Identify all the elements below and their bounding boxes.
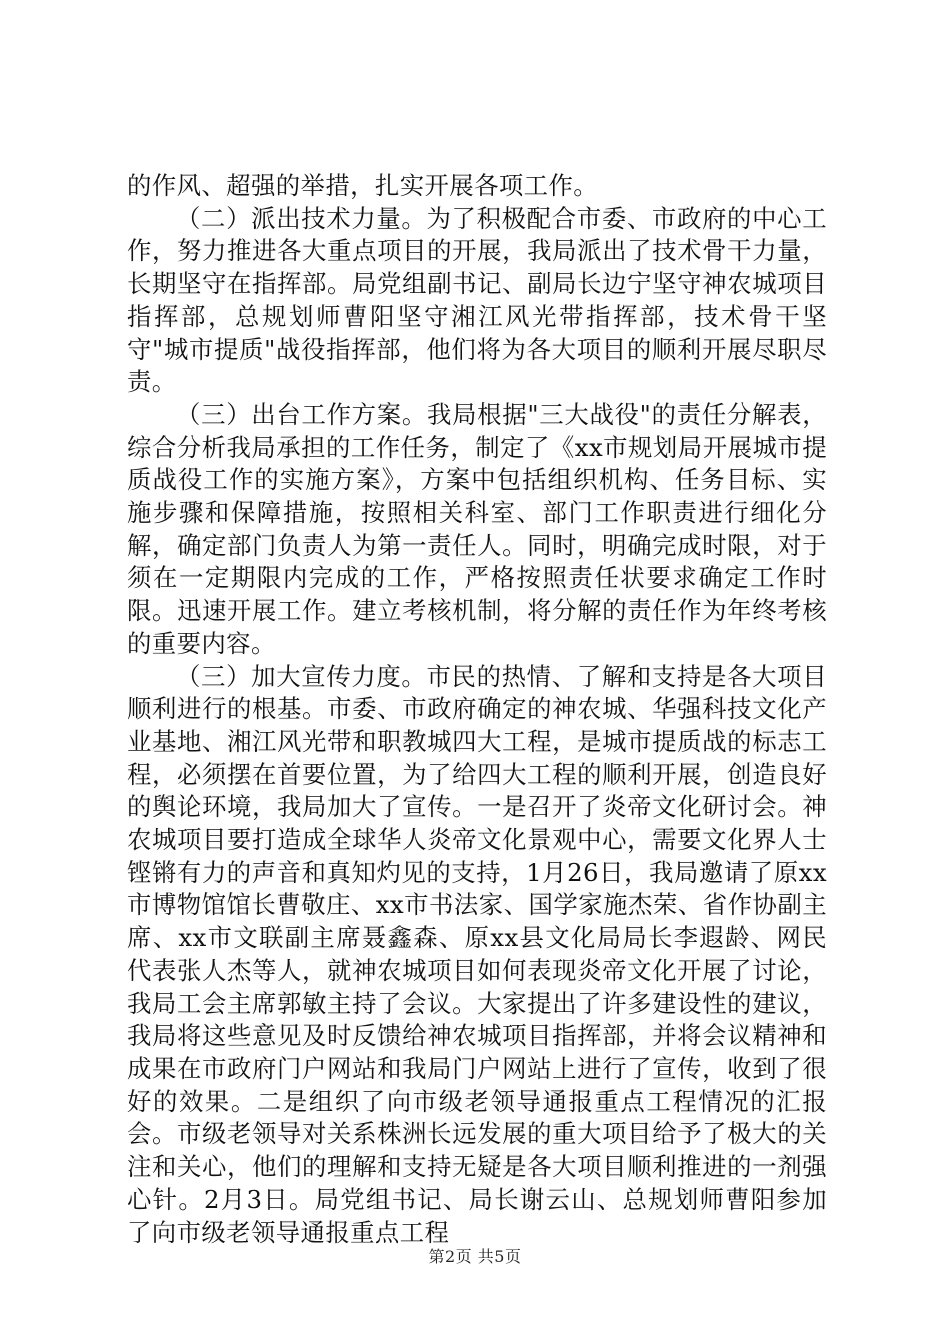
paragraph-technical-staff: （二）派出技术力量。为了积极配合市委、市政府的中心工作，努力推进各大重点项目的开展，我局派出了技术骨干力量，长期坚守在指挥部。局党组副书记、副局长边宁坚守神农城项目指挥部，总规划师曹阳坚守湘江风光带指挥部，技术骨干坚守"城市提质"战役指挥部，他们将为各大项目的顺利开展尽职尽责。 <box>127 203 827 397</box>
paragraph-continuation: 的作风、超强的举措，扎实开展各项工作。 <box>127 171 599 200</box>
document-body <box>127 170 827 1249</box>
page-footer: 第2页 共5页 <box>428 1247 522 1266</box>
paragraph-work-plan: （三）出台工作方案。我局根据"三大战役"的责任分解表，综合分析我局承担的工作任务，制定了《xx市规划局开展城市提质战役工作的实施方案》，方案中包括组织机构、任务目标、实施步骤和保障措施，按照相关科室、部门工作职责进行细化分解，确定部门负责人为第一责任人。同时，明确完成时限，对于须在一定期限内完成的工作，严格按照责任状要求确定工作时限。迅速开展工作。建立考核机制，将分解的责任作为年终考核的重要内容。 <box>127 399 827 658</box>
paragraph-publicity: （三）加大宣传力度。市民的热情、了解和支持是各大项目顺利进行的根基。市委、市政府确定的神农城、华强科技文化产业基地、湘江风光带和职教城四大工程，是城市提质战的标志工程，必须摆在首要位置，为了给四大工程的顺利开展，创造良好的舆论环境，我局加大了宣传。一是召开了炎帝文化研讨会。神农城项目要打造成全球华人炎帝文化景观中心，需要文化界人士铿锵有力的声音和真知灼见的支持，1月26日，我局邀请了原xx市博物馆馆长曹敬庄、xx市书法家、国学家施杰荣、省作协副主席、xx市文联副主席聂鑫森、原xx县文化局局长李遐龄、网民代表张人杰等人，就神农城项目如何表现炎帝文化开展了讨论，我局工会主席郭敏主持了会议。大家提出了许多建设性的建议，我局将这些意见及时反馈给神农城项目指挥部，并将会议精神和成果在市政府门户网站和我局门户网站上进行了宣传，收到了很好的效果。二是组织了向市级老领导通报重点工程情况的汇报会。市级老领导对关系株洲长远发展的重大项目给予了极大的关注和关心，他们的理解和支持无疑是各大项目顺利推进的一剂强心针。2月3日。局党组书记、局长谢云山、总规划师曹阳参加了向市级老领导通报重点工程 <box>127 661 827 1247</box>
